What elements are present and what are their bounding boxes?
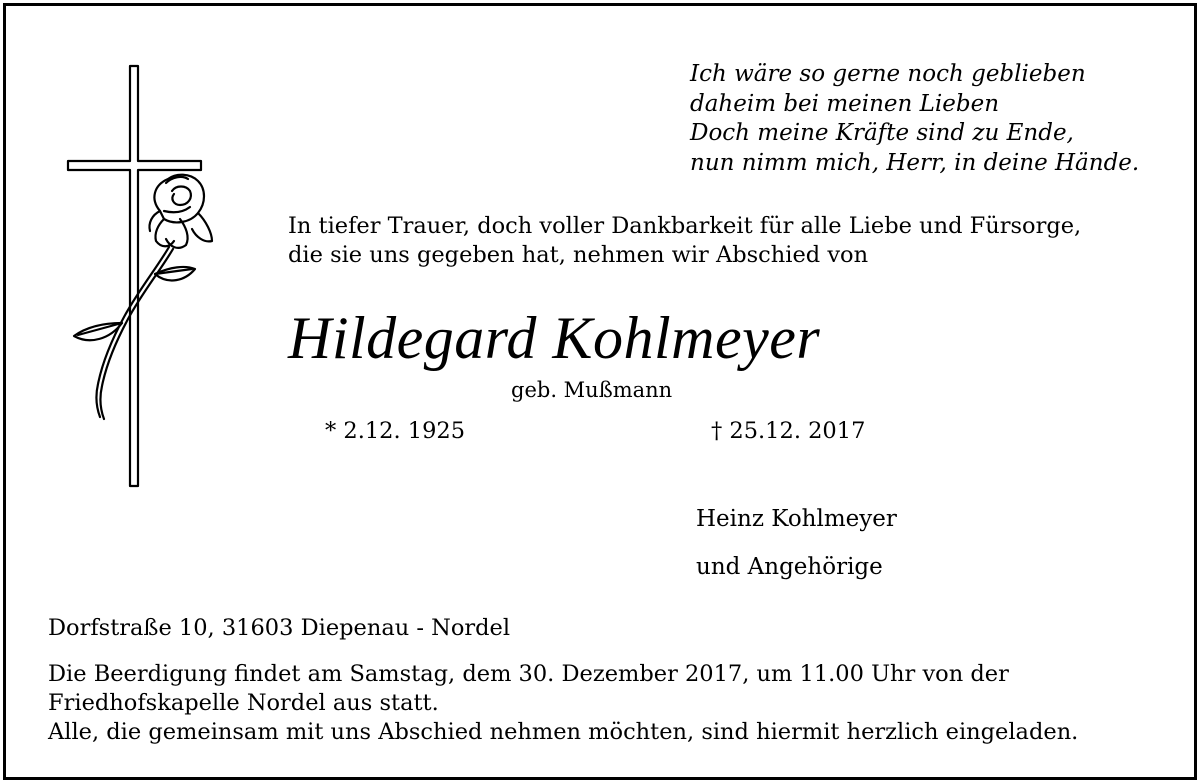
intro-text <box>288 212 1081 270</box>
birth-date: * 2.12. 1925 <box>325 418 466 444</box>
verse-line: nun nimm mich, Herr, in deine Hände. <box>690 149 1140 176</box>
obituary-notice <box>3 3 1197 780</box>
verse-line: daheim bei meinen Lieben <box>690 90 1000 117</box>
intro-line: In tiefer Trauer, doch voller Dankbarkeit für alle Liebe und Fürsorge, <box>288 213 1082 239</box>
cross-with-rose-icon <box>60 61 220 491</box>
maiden-name: geb. Mußmann <box>511 378 673 402</box>
funeral-line: Friedhofskapelle Nordel aus statt. <box>48 690 439 716</box>
funeral-line: Die Beerdigung findet am Samstag, dem 30. Dezember 2017, um 11.00 Uhr von der <box>48 661 1009 687</box>
verse-line: Ich wäre so gerne noch geblieben <box>690 61 1086 87</box>
death-date: † 25.12. 2017 <box>711 418 866 444</box>
mourner-relatives: und Angehörige <box>696 554 883 580</box>
funeral-line: Alle, die gemeinsam mit uns Abschied nehmen möchten, sind hiermit herzlich eingeladen. <box>48 719 1079 745</box>
address: Dorfstraße 10, 31603 Diepenau - Nordel <box>48 615 511 641</box>
intro-line: die sie uns gegeben hat, nehmen wir Abschied von <box>288 242 869 268</box>
memorial-verse <box>690 60 1139 178</box>
deceased-name: Hildegard Kohlmeyer <box>288 305 821 371</box>
verse-line: Doch meine Kräfte sind zu Ende, <box>690 120 1074 146</box>
funeral-info <box>48 660 1078 747</box>
mourner-name: Heinz Kohlmeyer <box>696 506 897 532</box>
